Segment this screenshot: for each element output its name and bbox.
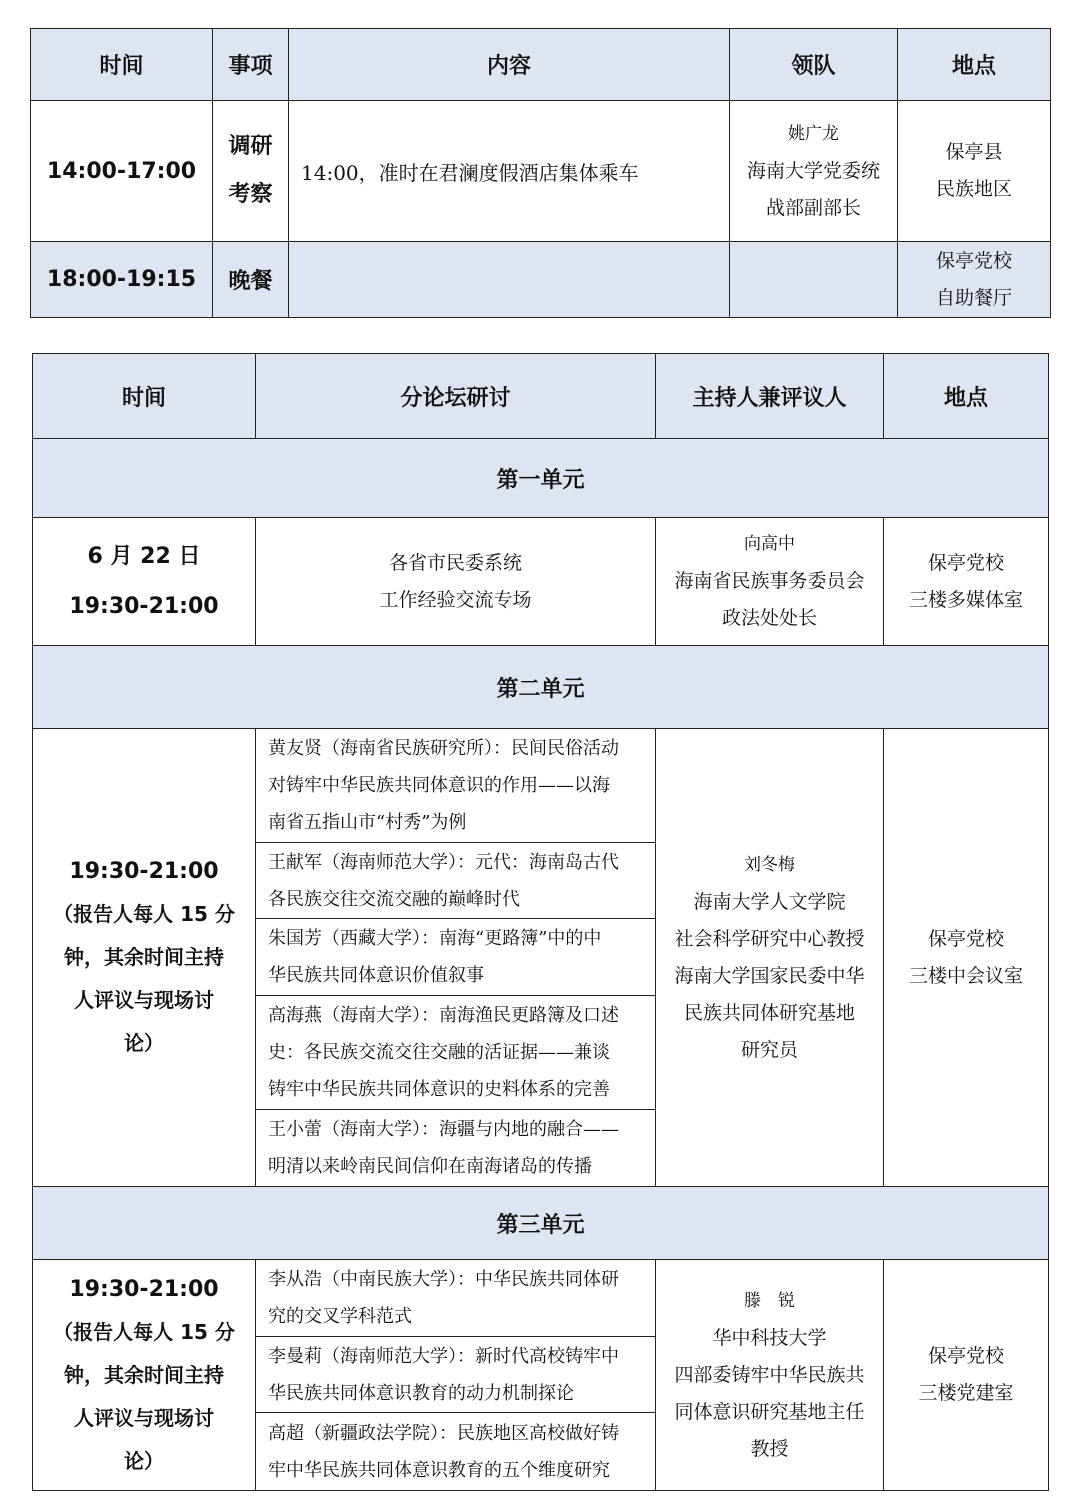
unit1-topic: 各省市民委系统 工作经验交流专场 xyxy=(256,518,656,646)
talk-item: 高超（新疆政法学院）：民族地区高校做好铸 牢中华民族共同体意识教育的五个维度研究 xyxy=(256,1413,656,1491)
unit-title: 第二单元 xyxy=(33,646,1049,729)
schedule-table-2 xyxy=(32,353,1049,1491)
row-item: 晚餐 xyxy=(213,242,289,318)
talk-item: 高海燕（海南大学）：南海渔民更路簿及口述 史：各民族交流交往交融的活证据——兼谈 铸牢中华民族共同体意识的史料体系的完善 xyxy=(256,996,656,1110)
unit1-host: 向高中 海南省民族事务委员会 政法处处长 xyxy=(656,518,884,646)
header-forum: 分论坛研讨 xyxy=(256,354,656,439)
header-leader: 领队 xyxy=(730,29,898,101)
row-time: 18:00-19:15 xyxy=(31,242,213,318)
unit2-time: 19:30-21:00 （报告人每人 15 分 钟，其余时间主持 人评议与现场讨 论） xyxy=(33,729,256,1187)
row-leader xyxy=(730,242,898,318)
header-place: 地点 xyxy=(884,354,1049,439)
talk-item: 李曼莉（海南师范大学）：新时代高校铸牢中 华民族共同体意识教育的动力机制探论 xyxy=(256,1337,656,1413)
header-host: 主持人兼评议人 xyxy=(656,354,884,439)
table-row xyxy=(31,242,1051,318)
unit3-time: 19:30-21:00 （报告人每人 15 分 钟，其余时间主持 人评议与现场讨 论） xyxy=(33,1260,256,1491)
unit3-host: 滕 锐 华中科技大学 四部委铸牢中华民族共 同体意识研究基地主任 教授 xyxy=(656,1260,884,1491)
row-leader: 姚广龙 海南大学党委统 战部副部长 xyxy=(730,101,898,242)
row-place: 保亭党校 自助餐厅 xyxy=(898,242,1051,318)
header-time: 时间 xyxy=(31,29,213,101)
talk-item: 李从浩（中南民族大学）：中华民族共同体研 究的交叉学科范式 xyxy=(256,1260,656,1337)
talk-item: 黄友贤（海南省民族研究所）：民间民俗活动 对铸牢中华民族共同体意识的作用——以海 南省五指山市“村秀”为例 xyxy=(256,729,656,843)
row-content: 14:00，准时在君澜度假酒店集体乘车 xyxy=(289,101,730,242)
talk-item: 王献军（海南师范大学）：元代：海南岛古代 各民族交往交流交融的巅峰时代 xyxy=(256,843,656,919)
table-row xyxy=(31,101,1051,242)
unit1-time: 6 月 22 日 19:30-21:00 xyxy=(33,518,256,646)
table-row xyxy=(33,518,1049,646)
header-time: 时间 xyxy=(33,354,256,439)
header-item: 事项 xyxy=(213,29,289,101)
row-item: 调研 考察 xyxy=(213,101,289,242)
header-place: 地点 xyxy=(898,29,1051,101)
row-place: 保亭县 民族地区 xyxy=(898,101,1051,242)
header-content: 内容 xyxy=(289,29,730,101)
talk-item: 朱国芳（西藏大学）：南海“更路簿”中的中 华民族共同体意识价值叙事 xyxy=(256,919,656,996)
talk-item: 王小蕾（海南大学）：海疆与内地的融合—— 明清以来岭南民间信仰在南海诸岛的传播 xyxy=(256,1110,656,1187)
unit-title: 第一单元 xyxy=(33,439,1049,518)
schedule-table-1 xyxy=(30,28,1051,318)
row-content xyxy=(289,242,730,318)
table-row xyxy=(33,1260,1049,1337)
unit3-place: 保亭党校 三楼党建室 xyxy=(884,1260,1049,1491)
unit2-place: 保亭党校 三楼中会议室 xyxy=(884,729,1049,1187)
row-time: 14:00-17:00 xyxy=(31,101,213,242)
unit-title: 第三单元 xyxy=(33,1187,1049,1260)
unit2-host: 刘冬梅 海南大学人文学院 社会科学研究中心教授 海南大学国家民委中华 民族共同体研究基地 研究员 xyxy=(656,729,884,1187)
unit1-place: 保亭党校 三楼多媒体室 xyxy=(884,518,1049,646)
table-row xyxy=(33,729,1049,843)
